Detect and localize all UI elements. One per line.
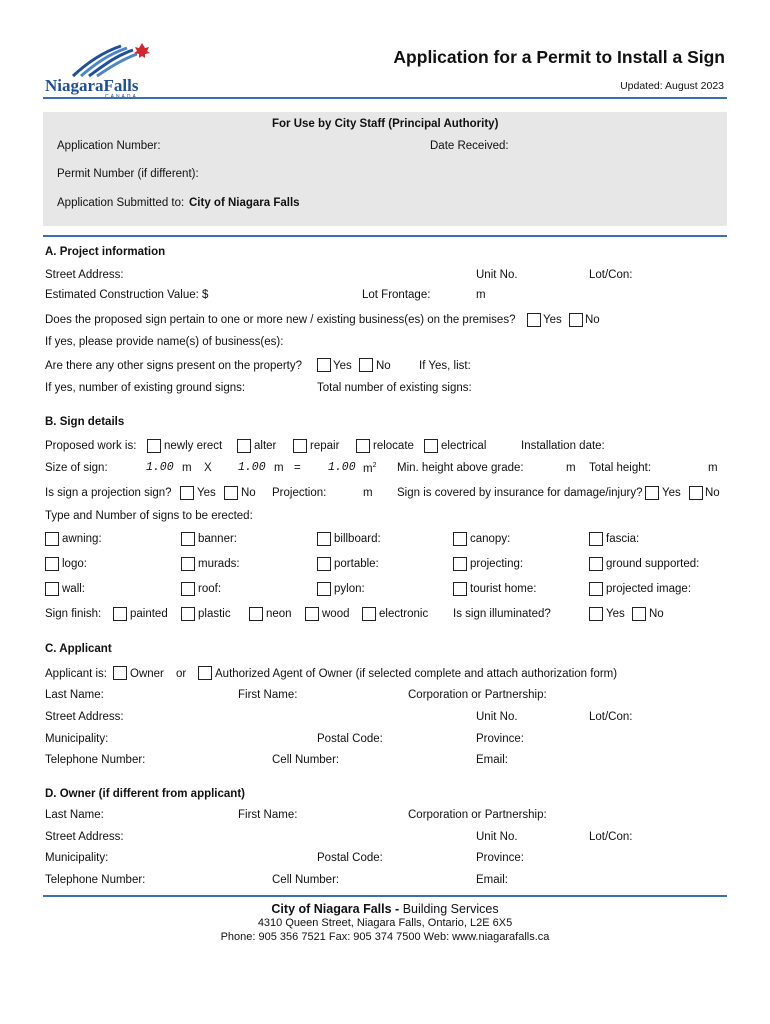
type-logo-checkbox[interactable] [45, 557, 59, 571]
size-label: Size of sign: [45, 462, 108, 474]
applicant-owner-checkbox[interactable] [113, 666, 127, 680]
c-cell-label: Cell Number: [272, 754, 340, 766]
work-newly-erect-label: newly erect [164, 440, 223, 452]
other-signs-yes-checkbox[interactable] [317, 358, 331, 372]
type-tourist-home-label: tourist home: [470, 583, 537, 595]
footer-address: 4310 Queen Street, Niagara Falls, Ontario, L2E 6X5 [257, 917, 513, 929]
finish-painted-label: painted [130, 608, 168, 620]
insurance-yes-checkbox[interactable] [645, 486, 659, 500]
type-projecting-label: projecting: [470, 558, 524, 570]
work-repair-label: repair [310, 440, 340, 452]
finish-plastic-label: plastic [198, 608, 231, 620]
applicant-agent-label: Authorized Agent of Owner (if selected complete and attach authorization form) [215, 668, 618, 680]
c-last-name-label: Last Name: [45, 689, 104, 701]
other-signs-no-label: No [376, 360, 391, 372]
finish-neon-checkbox[interactable] [249, 607, 263, 621]
d-last-name-label: Last Name: [45, 809, 104, 821]
illuminated-no-checkbox[interactable] [632, 607, 646, 621]
updated-date: Updated: August 2023 [620, 80, 724, 92]
c-province-label: Province: [476, 733, 524, 745]
d-postal-label: Postal Code: [317, 852, 383, 864]
size-times: X [204, 462, 212, 474]
application-number-label: Application Number: [57, 140, 161, 152]
type-projected-image-label: projected image: [606, 583, 692, 595]
projection-yes-checkbox[interactable] [180, 486, 194, 500]
finish-plastic-checkbox[interactable] [181, 607, 195, 621]
work-electrical-checkbox[interactable] [424, 439, 438, 453]
c-unit-label: Unit No. [476, 711, 518, 723]
submitted-to-label: Application Submitted to: [57, 197, 185, 209]
proposed-work-label: Proposed work is: [45, 440, 137, 452]
logo [43, 42, 153, 98]
business-yes-checkbox[interactable] [527, 313, 541, 327]
date-received-label: Date Received: [430, 140, 509, 152]
logo-text: NiagaraFalls [45, 76, 139, 95]
c-lot-label: Lot/Con: [589, 711, 633, 723]
min-height-label: Min. height above grade: [397, 462, 524, 474]
type-murads-checkbox[interactable] [181, 557, 195, 571]
finish-neon-label: neon [266, 608, 292, 620]
work-alter-label: alter [254, 440, 277, 452]
d-phone-label: Telephone Number: [45, 874, 146, 886]
insurance-yes-label: Yes [662, 487, 681, 499]
staff-heading: For Use by City Staff (Principal Authority) [272, 118, 499, 130]
type-awning-checkbox[interactable] [45, 532, 59, 546]
footer-org-line [0, 902, 770, 916]
footer-contact: Phone: 905 356 7521 Fax: 905 374 7500 Web: www.niagarafalls.ca [220, 931, 550, 943]
business-no-checkbox[interactable] [569, 313, 583, 327]
type-logo-label: logo: [62, 558, 87, 570]
finish-wood-label: wood [322, 608, 350, 620]
projection-yes-label: Yes [197, 487, 216, 499]
applicant-or-label: or [176, 668, 187, 680]
d-cell-label: Cell Number: [272, 874, 340, 886]
c-street-label: Street Address: [45, 711, 124, 723]
sign-finish-label: Sign finish: [45, 608, 102, 620]
type-banner-checkbox[interactable] [181, 532, 195, 546]
type-wall-label: wall: [62, 583, 86, 595]
type-projected-image-checkbox[interactable] [589, 582, 603, 596]
finish-electronic-checkbox[interactable] [362, 607, 376, 621]
size-width-input[interactable]: 1.00 [146, 461, 174, 474]
size-equals: = [294, 462, 301, 474]
insurance-no-checkbox[interactable] [689, 486, 703, 500]
installation-date-label: Installation date: [521, 440, 605, 452]
a-frontage-label: Lot Frontage: [362, 289, 431, 301]
other-signs-yes-label: Yes [333, 360, 352, 372]
size-height-input[interactable]: 1.00 [238, 461, 266, 474]
type-ground-supported-label: ground supported: [606, 558, 700, 570]
type-roof-checkbox[interactable] [181, 582, 195, 596]
applicant-agent-checkbox[interactable] [198, 666, 212, 680]
work-repair-checkbox[interactable] [293, 439, 307, 453]
business-yes-label: Yes [543, 314, 562, 326]
d-corp-label: Corporation or Partnership: [408, 809, 547, 821]
d-email-label: Email: [476, 874, 508, 886]
a-business-names-label: If yes, please provide name(s) of business(es): [45, 336, 284, 348]
type-awning-label: awning: [62, 533, 102, 545]
type-fascia-checkbox[interactable] [589, 532, 603, 546]
projection-label: Projection: [272, 487, 327, 499]
projection-no-checkbox[interactable] [224, 486, 238, 500]
header-rule [43, 97, 727, 99]
a-unit-label: Unit No. [476, 269, 518, 281]
projection-question: Is sign a projection sign? [45, 487, 172, 499]
a-ground-signs-label: If yes, number of existing ground signs: [45, 382, 246, 394]
submitted-to-value: City of Niagara Falls [189, 197, 300, 209]
section-d-title: D. Owner (if different from applicant) [45, 788, 245, 800]
finish-painted-checkbox[interactable] [113, 607, 127, 621]
section-b-title: B. Sign details [45, 416, 125, 428]
type-tourist-home-checkbox[interactable] [453, 582, 467, 596]
other-signs-no-checkbox[interactable] [359, 358, 373, 372]
type-wall-checkbox[interactable] [45, 582, 59, 596]
footer-dept: Building Services [402, 902, 499, 916]
sign-type-heading: Type and Number of signs to be erected: [45, 510, 253, 522]
type-projecting-checkbox[interactable] [453, 557, 467, 571]
work-relocate-checkbox[interactable] [356, 439, 370, 453]
size-area-unit: $m^2$ [363, 462, 377, 475]
total-height-unit: m [708, 462, 718, 474]
c-postal-label: Postal Code: [317, 733, 383, 745]
section-c-title: C. Applicant [45, 643, 112, 655]
d-lot-label: Lot/Con: [589, 831, 633, 843]
illuminated-yes-checkbox[interactable] [589, 607, 603, 621]
page-title: Application for a Permit to Install a Sign [393, 47, 725, 67]
type-banner-label: banner: [198, 533, 238, 545]
section-a-title: A. Project information [45, 246, 166, 258]
type-canopy-label: canopy: [470, 533, 511, 545]
d-unit-label: Unit No. [476, 831, 518, 843]
insurance-question: Sign is covered by insurance for damage/injury? [397, 487, 643, 499]
total-height-label: Total height: [589, 462, 652, 474]
finish-wood-checkbox[interactable] [305, 607, 319, 621]
a-value-label: Estimated Construction Value: $ [45, 289, 209, 301]
a-if-yes-list-label: If Yes, list: [419, 360, 471, 372]
projection-unit: m [363, 487, 373, 499]
size-width-unit: m [182, 462, 192, 474]
illuminated-yes-label: Yes [606, 608, 625, 620]
insurance-no-label: No [705, 487, 720, 499]
type-pylon-label: pylon: [334, 583, 365, 595]
d-province-label: Province: [476, 852, 524, 864]
type-fascia-label: fascia: [606, 533, 640, 545]
size-area-input[interactable]: 1.00 [328, 461, 356, 474]
min-height-unit: m [566, 462, 576, 474]
c-phone-label: Telephone Number: [45, 754, 146, 766]
work-newly-erect-checkbox[interactable] [147, 439, 161, 453]
type-portable-label: portable: [334, 558, 379, 570]
work-electrical-label: electrical [441, 440, 487, 452]
a-lot-label: Lot/Con: [589, 269, 633, 281]
projection-no-label: No [241, 487, 256, 499]
a-total-signs-label: Total number of existing signs: [317, 382, 472, 394]
c-corp-label: Corporation or Partnership: [408, 689, 547, 701]
permit-number-label: Permit Number (if different): [57, 168, 199, 180]
footer-rule [43, 895, 727, 897]
illuminated-question: Is sign illuminated? [453, 608, 551, 620]
a-frontage-unit: m [476, 289, 486, 301]
d-first-name-label: First Name: [238, 809, 298, 821]
d-municipality-label: Municipality: [45, 852, 109, 864]
d-street-label: Street Address: [45, 831, 124, 843]
type-canopy-checkbox[interactable] [453, 532, 467, 546]
footer-org: City of Niagara Falls - [271, 902, 400, 916]
type-portable-checkbox[interactable] [317, 557, 331, 571]
c-email-label: Email: [476, 754, 508, 766]
type-ground-supported-checkbox[interactable] [589, 557, 603, 571]
a-other-signs-question: Are there any other signs present on the property? [45, 360, 302, 372]
work-alter-checkbox[interactable] [237, 439, 251, 453]
illuminated-no-label: No [649, 608, 664, 620]
staff-rule [43, 235, 727, 237]
type-roof-label: roof: [198, 583, 222, 595]
applicant-owner-label: Owner [130, 668, 164, 680]
type-billboard-label: billboard: [334, 533, 381, 545]
c-first-name-label: First Name: [238, 689, 298, 701]
size-height-unit: m [274, 462, 284, 474]
a-street-label: Street Address: [45, 269, 124, 281]
applicant-is-label: Applicant is: [45, 668, 108, 680]
a-business-question: Does the proposed sign pertain to one or more new / existing business(es) on the premises? [45, 314, 516, 326]
business-no-label: No [585, 314, 600, 326]
type-pylon-checkbox[interactable] [317, 582, 331, 596]
c-municipality-label: Municipality: [45, 733, 109, 745]
type-murads-label: murads: [198, 558, 240, 570]
type-billboard-checkbox[interactable] [317, 532, 331, 546]
finish-electronic-label: electronic [379, 608, 429, 620]
work-relocate-label: relocate [373, 440, 414, 452]
